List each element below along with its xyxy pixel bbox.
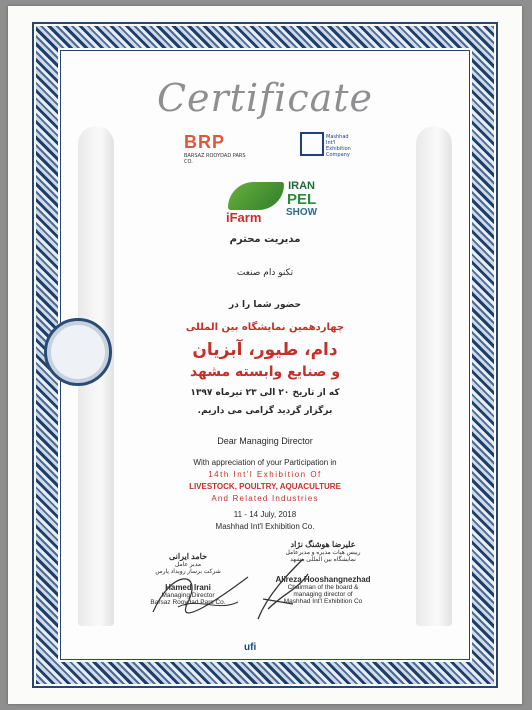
en-line3: LIVESTOCK, POULTRY, AQUACULTURE [189,482,341,491]
mashhad-text-3: Exhibition [326,146,351,152]
left-title2: Barsaz Rooydad Pars Co. [150,599,226,606]
brp-subtitle: BARSAZ ROOYDAD PARS CO. [184,153,246,165]
fa-line6: برگزار گردید گرامی می داریم. [197,406,333,416]
mashhad-exhibition-logo [300,132,356,168]
right-fa-title1: رییس هیات مدیره و مدیرعامل [285,550,361,556]
iranpel-pel: PEL [286,191,317,208]
right-title3: Mashhad Int'l Exhibition Co [283,598,363,605]
en-dates: 11 - 14 July, 2018 [233,510,297,519]
iranpel-show: SHOW [286,207,318,218]
en-line1: With appreciation of your Participation in [193,458,337,467]
fa-line1: حضور شما را در [229,300,301,310]
ifarm-iranpel-logo [220,180,324,228]
left-fa-name: حامد ایرانی [168,552,208,561]
mashhad-text-1: Mashhad [326,134,349,140]
fa-line3: دام، طیور، آبزیان [192,340,338,360]
fa-line2: چهاردهمین نمایشگاه بین المللی [185,322,345,333]
certificate-title: Certificate [156,76,374,120]
left-fa-title1: مدیر عامل [174,562,202,568]
farm-leaf-icon [228,182,284,210]
right-fa-title2: نمایشگاه بین المللی مشهد [290,557,356,563]
brp-logo [184,132,248,168]
right-name: Alireza Hooshangnezhad [275,575,371,584]
fa-line5: که از تاریخ ۲۰ الی ۲۳ تیرماه ۱۳۹۷ [190,388,340,398]
mashhad-text-4: Company [326,152,350,158]
mashhad-mark-icon [300,132,324,156]
en-line2: 14th Int'l Exhibition Of [208,470,322,479]
left-fa-title2: شرکت برساز رویداد پارس [155,569,221,575]
right-signature-scribble [248,554,318,624]
right-fa-name: علیرضا هوشنگ نژاد [290,540,356,549]
right-title1: Chairman of the board & [287,584,359,591]
left-signature-scribble [148,562,258,622]
right-title2: managing director of [293,591,353,598]
seal-medallion [44,318,112,386]
en-line4: And Related Industries [211,494,319,503]
en-organizer: Mashhad Int'l Exhibition Co. [215,522,315,531]
ifarm-text: iFarm [226,210,262,225]
iranpel-iran: IRAN [288,180,315,192]
iranpel-text [286,180,317,219]
brp-letters: BRP [184,132,226,152]
certificate-paper [8,6,522,704]
left-name: Hamed Irani [165,583,211,592]
fa-line4: و صنایع وابسته مشهد [189,364,341,380]
left-title1: Managing Director [161,592,215,599]
fa-salutation: مدیریت محترم [229,234,301,245]
fa-company: تکنو دام صنعت [236,268,294,278]
mashhad-text-2: Int'l [326,140,336,146]
ufi-logo: ufi [244,642,257,653]
en-salutation: Dear Managing Director [217,436,313,446]
